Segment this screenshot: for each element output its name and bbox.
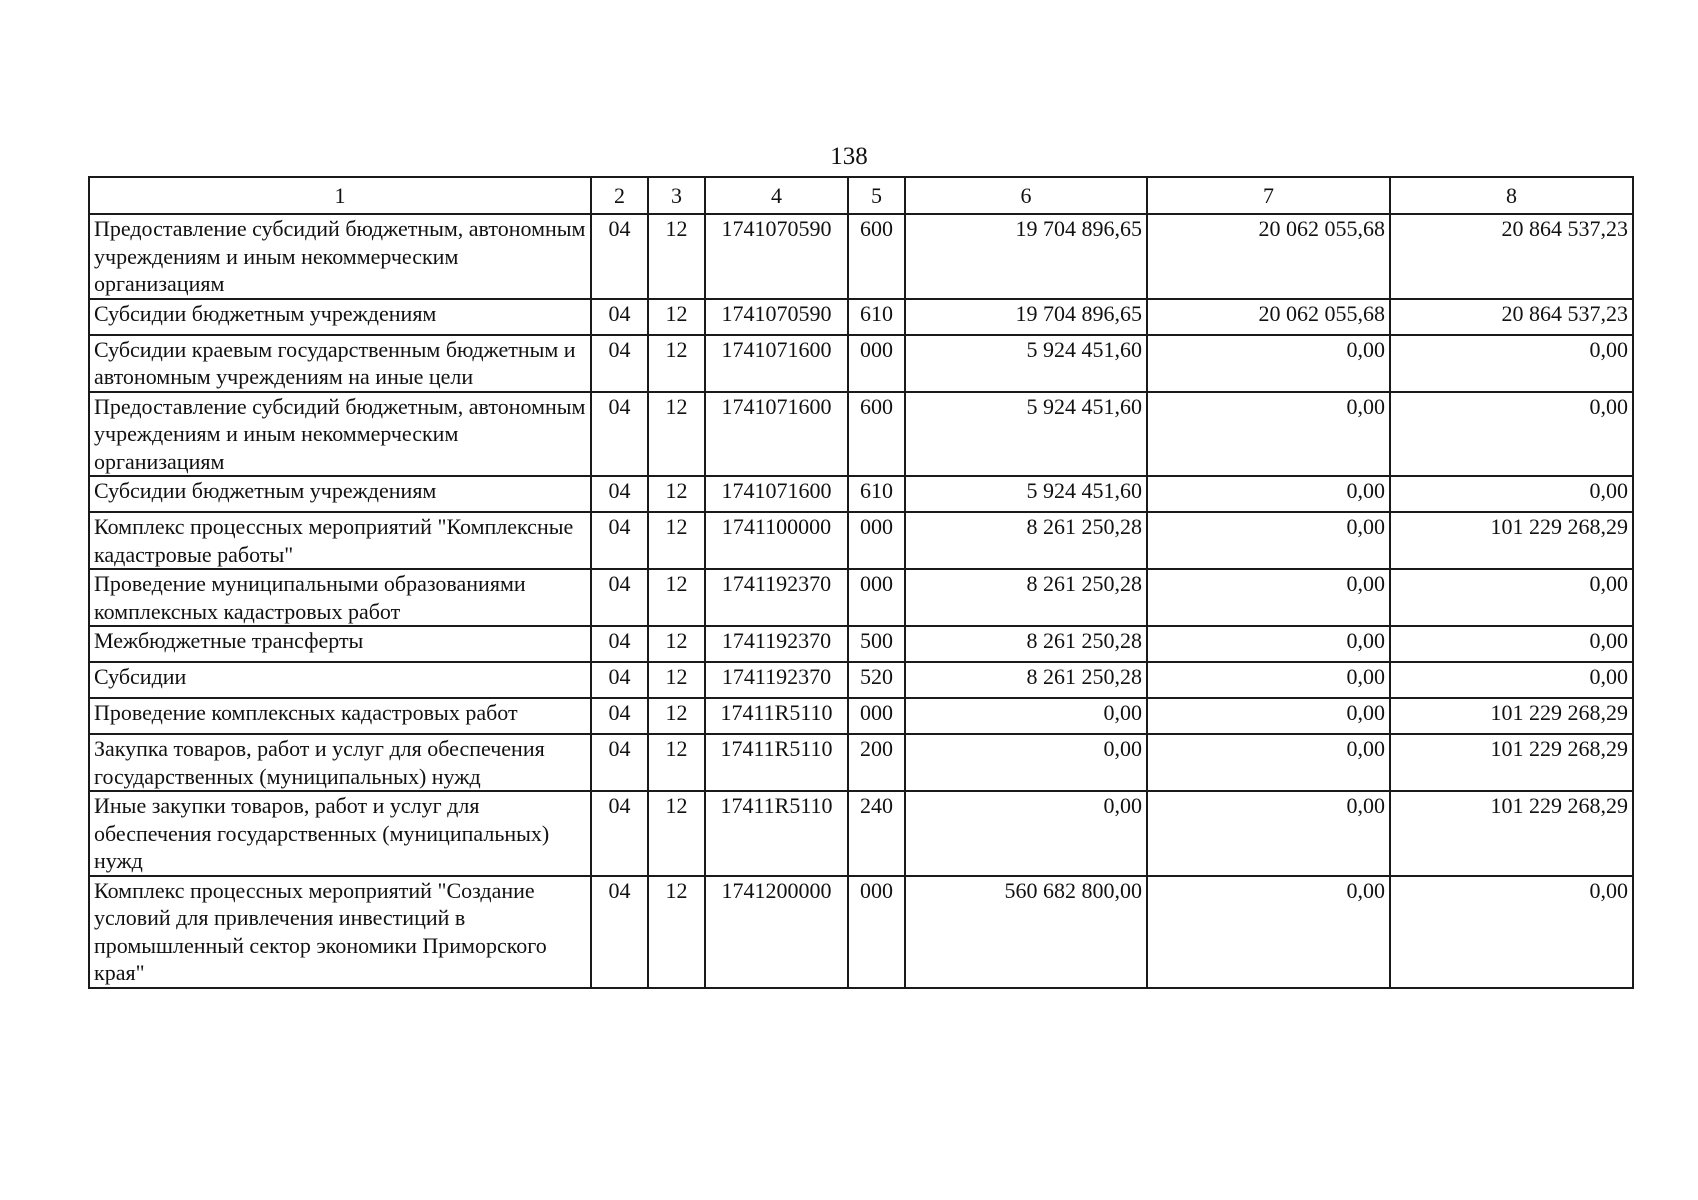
row-section-code: 04	[591, 876, 648, 988]
row-section-code: 04	[591, 335, 648, 392]
row-amount-col7: 0,00	[1147, 335, 1390, 392]
table-row	[89, 698, 1633, 734]
row-subsection-code: 12	[648, 662, 705, 698]
row-amount-col6: 5 924 451,60	[905, 476, 1147, 512]
row-expense-type-code: 000	[848, 876, 905, 988]
row-target-code: 1741071600	[705, 335, 848, 392]
row-amount-col7: 0,00	[1147, 662, 1390, 698]
column-header: 7	[1147, 177, 1390, 214]
row-name: Предоставление субсидий бюджетным, автономным учреждениям и иным некоммерческим организациям	[89, 392, 591, 477]
row-section-code: 04	[591, 698, 648, 734]
row-expense-type-code: 610	[848, 299, 905, 335]
table-row	[89, 662, 1633, 698]
row-amount-col7: 0,00	[1147, 626, 1390, 662]
row-amount-col7: 0,00	[1147, 476, 1390, 512]
row-amount-col8: 0,00	[1390, 569, 1633, 626]
row-section-code: 04	[591, 214, 648, 299]
row-subsection-code: 12	[648, 876, 705, 988]
row-amount-col7: 0,00	[1147, 734, 1390, 791]
row-expense-type-code: 240	[848, 791, 905, 876]
row-name: Проведение муниципальными образованиями комплексных кадастровых работ	[89, 569, 591, 626]
row-subsection-code: 12	[648, 214, 705, 299]
table-row	[89, 476, 1633, 512]
row-amount-col8: 0,00	[1390, 662, 1633, 698]
row-amount-col6: 8 261 250,28	[905, 626, 1147, 662]
row-amount-col6: 5 924 451,60	[905, 392, 1147, 477]
column-header: 2	[591, 177, 648, 214]
row-subsection-code: 12	[648, 299, 705, 335]
row-subsection-code: 12	[648, 734, 705, 791]
row-amount-col8: 0,00	[1390, 335, 1633, 392]
row-target-code: 1741192370	[705, 662, 848, 698]
row-target-code: 1741071600	[705, 476, 848, 512]
row-name: Субсидии бюджетным учреждениям	[89, 476, 591, 512]
row-subsection-code: 12	[648, 392, 705, 477]
row-amount-col8: 101 229 268,29	[1390, 791, 1633, 876]
column-header: 4	[705, 177, 848, 214]
table-row	[89, 876, 1633, 988]
row-amount-col7: 0,00	[1147, 512, 1390, 569]
row-target-code: 1741071600	[705, 392, 848, 477]
row-amount-col6: 0,00	[905, 734, 1147, 791]
row-name: Иные закупки товаров, работ и услуг для обеспечения государственных (муниципальных) нужд	[89, 791, 591, 876]
row-name: Комплекс процессных мероприятий "Комплексные кадастровые работы"	[89, 512, 591, 569]
table-row	[89, 734, 1633, 791]
row-name: Субсидии	[89, 662, 591, 698]
row-target-code: 17411R5110	[705, 791, 848, 876]
row-amount-col8: 101 229 268,29	[1390, 734, 1633, 791]
row-expense-type-code: 000	[848, 335, 905, 392]
table-row	[89, 791, 1633, 876]
row-amount-col6: 560 682 800,00	[905, 876, 1147, 988]
row-amount-col8: 101 229 268,29	[1390, 698, 1633, 734]
row-expense-type-code: 500	[848, 626, 905, 662]
column-header: 8	[1390, 177, 1633, 214]
table-row	[89, 569, 1633, 626]
row-target-code: 1741100000	[705, 512, 848, 569]
row-amount-col8: 0,00	[1390, 392, 1633, 477]
row-subsection-code: 12	[648, 791, 705, 876]
row-section-code: 04	[591, 626, 648, 662]
row-amount-col8: 0,00	[1390, 876, 1633, 988]
row-amount-col6: 19 704 896,65	[905, 299, 1147, 335]
row-section-code: 04	[591, 299, 648, 335]
row-amount-col6: 5 924 451,60	[905, 335, 1147, 392]
row-amount-col7: 0,00	[1147, 876, 1390, 988]
row-amount-col6: 0,00	[905, 698, 1147, 734]
row-section-code: 04	[591, 476, 648, 512]
header-row	[89, 177, 1633, 214]
row-amount-col6: 8 261 250,28	[905, 662, 1147, 698]
row-amount-col7: 0,00	[1147, 791, 1390, 876]
row-subsection-code: 12	[648, 476, 705, 512]
row-subsection-code: 12	[648, 569, 705, 626]
row-name: Субсидии краевым государственным бюджетным и автономным учреждениям на иные цели	[89, 335, 591, 392]
row-section-code: 04	[591, 734, 648, 791]
page-number: 138	[830, 143, 868, 170]
row-amount-col6: 8 261 250,28	[905, 512, 1147, 569]
row-expense-type-code: 200	[848, 734, 905, 791]
row-amount-col8: 101 229 268,29	[1390, 512, 1633, 569]
row-target-code: 1741192370	[705, 626, 848, 662]
row-name: Комплекс процессных мероприятий "Создание условий для привлечения инвестиций в промышленный сектор экономики Приморского края"	[89, 876, 591, 988]
row-subsection-code: 12	[648, 626, 705, 662]
table-row	[89, 299, 1633, 335]
row-subsection-code: 12	[648, 335, 705, 392]
column-header: 3	[648, 177, 705, 214]
row-amount-col6: 0,00	[905, 791, 1147, 876]
row-amount-col8: 0,00	[1390, 626, 1633, 662]
row-expense-type-code: 000	[848, 569, 905, 626]
row-target-code: 1741070590	[705, 214, 848, 299]
row-amount-col7: 0,00	[1147, 698, 1390, 734]
row-target-code: 1741070590	[705, 299, 848, 335]
row-section-code: 04	[591, 512, 648, 569]
table-row	[89, 335, 1633, 392]
row-name: Предоставление субсидий бюджетным, автономным учреждениям и иным некоммерческим организациям	[89, 214, 591, 299]
row-amount-col7: 20 062 055,68	[1147, 299, 1390, 335]
row-expense-type-code: 520	[848, 662, 905, 698]
column-header: 5	[848, 177, 905, 214]
row-subsection-code: 12	[648, 698, 705, 734]
row-target-code: 17411R5110	[705, 698, 848, 734]
row-amount-col7: 0,00	[1147, 392, 1390, 477]
row-target-code: 1741200000	[705, 876, 848, 988]
row-amount-col7: 0,00	[1147, 569, 1390, 626]
row-expense-type-code: 000	[848, 698, 905, 734]
row-amount-col8: 20 864 537,23	[1390, 299, 1633, 335]
row-name: Субсидии бюджетным учреждениям	[89, 299, 591, 335]
row-expense-type-code: 600	[848, 214, 905, 299]
row-expense-type-code: 000	[848, 512, 905, 569]
table-row	[89, 626, 1633, 662]
table-row	[89, 512, 1633, 569]
row-expense-type-code: 610	[848, 476, 905, 512]
column-header: 1	[89, 177, 591, 214]
column-header: 6	[905, 177, 1147, 214]
budget-table	[88, 176, 1634, 989]
row-amount-col6: 8 261 250,28	[905, 569, 1147, 626]
row-name: Закупка товаров, работ и услуг для обеспечения государственных (муниципальных) нужд	[89, 734, 591, 791]
row-section-code: 04	[591, 662, 648, 698]
row-section-code: 04	[591, 791, 648, 876]
row-name: Межбюджетные трансферты	[89, 626, 591, 662]
row-section-code: 04	[591, 392, 648, 477]
row-amount-col8: 20 864 537,23	[1390, 214, 1633, 299]
table-row	[89, 214, 1633, 299]
row-amount-col6: 19 704 896,65	[905, 214, 1147, 299]
row-target-code: 1741192370	[705, 569, 848, 626]
row-expense-type-code: 600	[848, 392, 905, 477]
row-section-code: 04	[591, 569, 648, 626]
table-row	[89, 392, 1633, 477]
row-amount-col7: 20 062 055,68	[1147, 214, 1390, 299]
row-subsection-code: 12	[648, 512, 705, 569]
row-target-code: 17411R5110	[705, 734, 848, 791]
row-name: Проведение комплексных кадастровых работ	[89, 698, 591, 734]
row-amount-col8: 0,00	[1390, 476, 1633, 512]
